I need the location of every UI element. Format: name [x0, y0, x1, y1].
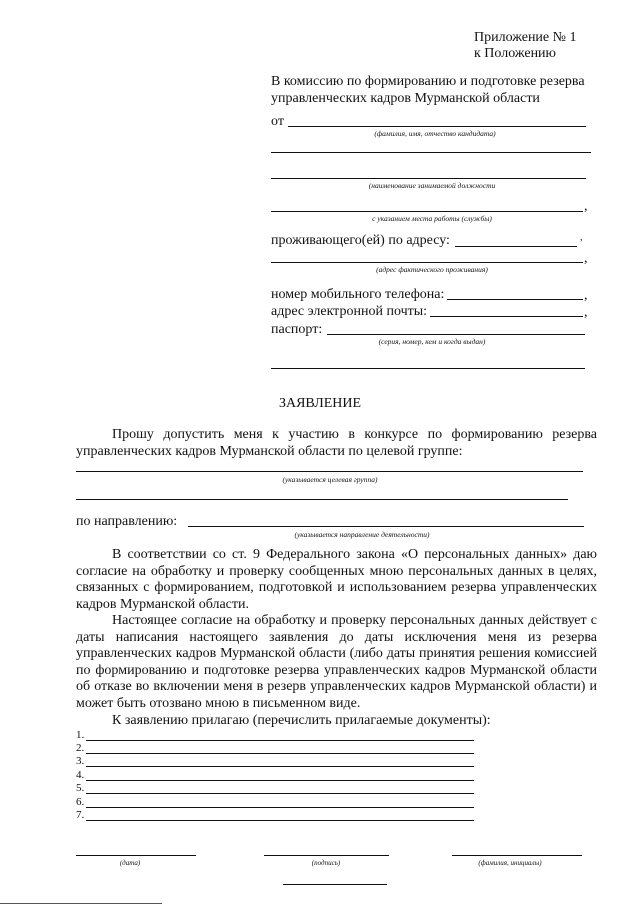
passport-caption: (серия, номер, кем и когда выдан): [378, 337, 486, 346]
consent-paragraph-1: В соответствии со ст. 9 Федерального закона «О персональных данных» даю согласие на обработку и проверку сообщенных мною персональных данных в целях, связанных с формированием, подготовкой и использованием резерва управленческих кадров Мурманской области.: [76, 547, 597, 612]
addressee-line-1: В комиссию по формированию и подготовке резерва: [271, 74, 585, 89]
attachment-number: 7.: [76, 809, 85, 821]
addressee-line-2: управленческих кадров Мурманской области: [271, 91, 540, 106]
target-group-field[interactable]: [76, 471, 583, 472]
position-caption: (наименование занимаемой должности: [368, 181, 496, 190]
appendix-line-1: Приложение № 1: [474, 30, 577, 45]
signature-field[interactable]: [264, 855, 389, 856]
date-caption: (дата): [119, 859, 141, 867]
address-continuation-comma: ,: [584, 251, 588, 266]
attachment-number: 4.: [76, 769, 85, 781]
attachment-number: 5.: [76, 782, 85, 794]
attachment-field-7[interactable]: [86, 820, 474, 821]
position-field[interactable]: [271, 178, 586, 179]
attachment-field-3[interactable]: [86, 766, 474, 767]
address-continuation-field[interactable]: [271, 262, 583, 263]
date-field[interactable]: [76, 855, 196, 856]
phone-comma: ,: [584, 288, 588, 303]
attachment-field-6[interactable]: [86, 807, 474, 808]
passport-continuation-field[interactable]: [271, 368, 585, 369]
workplace-comma: ,: [584, 199, 588, 214]
direction-field[interactable]: [188, 526, 584, 527]
address-comma: ,: [580, 232, 583, 243]
fio-continuation-field[interactable]: [271, 152, 591, 153]
appendix-line-2: к Положению: [474, 46, 557, 61]
email-comma: ,: [584, 305, 588, 320]
phone-label: номер мобильного телефона:: [271, 287, 445, 302]
workplace-field[interactable]: [271, 211, 583, 212]
fio-field[interactable]: [288, 126, 586, 127]
address-field[interactable]: [455, 246, 577, 247]
from-label: от: [271, 114, 284, 129]
bottom-separator: [283, 884, 387, 885]
email-label: адрес электронной почты:: [271, 304, 428, 319]
phone-field[interactable]: [447, 299, 583, 300]
attachment-field-2[interactable]: [86, 753, 474, 754]
target-group-caption: (указывается целевая группа): [282, 475, 378, 484]
residing-label: проживающего(ей) по адресу:: [271, 233, 450, 248]
attachments-intro: К заявлению прилагаю (перечислить прилагаемые документы):: [112, 713, 491, 728]
direction-caption: (указывается направление деятельности): [294, 530, 430, 539]
name-initials-field[interactable]: [452, 855, 582, 856]
attachment-field-1[interactable]: [86, 740, 474, 741]
workplace-caption: с указанием места работы (службы): [372, 214, 492, 223]
address-caption: (адрес фактического проживания): [376, 265, 488, 274]
footer-rule: [0, 903, 162, 904]
passport-label: паспорт:: [271, 322, 323, 337]
name-initials-caption: (фамилия, инициалы): [478, 859, 542, 867]
request-paragraph: Прошу допустить меня к участию в конкурсе по формированию резерва управленческих кадров Мурманской области по целевой группе:: [76, 427, 597, 459]
attachment-field-4[interactable]: [86, 780, 474, 781]
attachment-number: 1.: [76, 729, 85, 741]
signature-caption: (подпись): [311, 859, 341, 867]
document-title: ЗАЯВЛЕНИЕ: [278, 396, 362, 411]
target-group-continuation-field[interactable]: [76, 499, 568, 500]
attachment-number: 6.: [76, 796, 85, 808]
consent-paragraph-2: Настоящее согласие на обработку и проверку персональных данных действует с даты написания настоящего заявления до даты исключения меня из резерва управленческих кадров Мурманской области (либо даты принятия решения комиссией по формированию и подготовке резерва управленческих кадров Мурманской области об отказе во включении меня в резерв управленческих кадров Мурманской области) и может быть отозвано мною в письменном виде.: [76, 613, 597, 711]
direction-label: по направлению:: [76, 514, 178, 529]
passport-field[interactable]: [327, 334, 585, 335]
attachment-field-5[interactable]: [86, 793, 474, 794]
attachment-number: 2.: [76, 742, 85, 754]
email-field[interactable]: [430, 316, 583, 317]
attachment-number: 3.: [76, 755, 85, 767]
fio-caption: (фамилия, имя, отчество кандидата): [374, 129, 496, 138]
